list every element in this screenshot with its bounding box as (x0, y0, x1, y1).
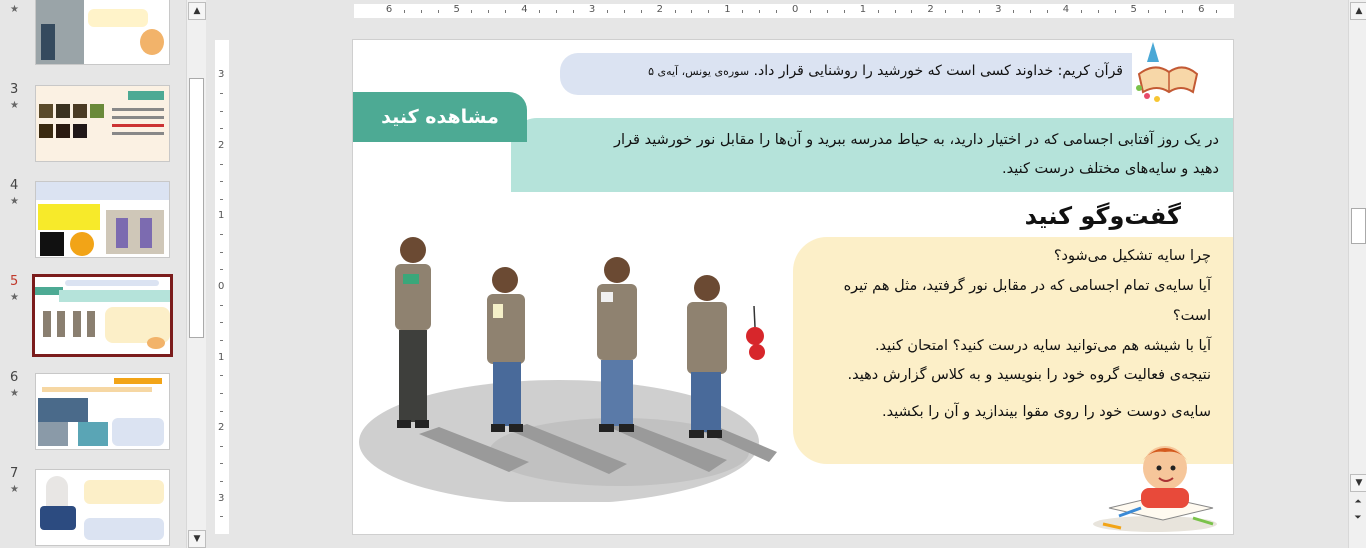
thumbnail-image[interactable] (32, 274, 173, 357)
scroll-thumb[interactable] (189, 78, 204, 338)
boy-drawing-illustration-icon (1089, 438, 1229, 534)
ruler-tick (895, 10, 896, 13)
ruler-tick (556, 10, 557, 13)
star-icon: ★ (10, 484, 19, 495)
ruler-tick (220, 446, 223, 447)
ruler-label: 2 (927, 4, 934, 15)
observe-line-1: در یک روز آفتابی اجسامی که در اختیار دارید، به حیاط مدرسه ببرید و آن‌ها را مقابل نور خورشید قرار (614, 132, 1219, 148)
ruler-tick (220, 393, 223, 394)
thumbnail-image[interactable] (35, 469, 170, 546)
thumbnail-scrollbar[interactable] (186, 0, 206, 548)
ruler-label: 1 (859, 4, 867, 15)
ruler-tick (844, 10, 845, 13)
slide-number: 4 (10, 178, 19, 193)
ruler-tick (1013, 10, 1014, 13)
slide-number: 7 (10, 466, 19, 481)
slide-canvas[interactable] (353, 40, 1233, 534)
editor-scrollbar[interactable] (1348, 0, 1366, 548)
ruler-tick (539, 10, 540, 13)
ruler-tick (220, 411, 223, 412)
scroll-thumb[interactable] (1351, 208, 1366, 244)
ruler-tick (220, 199, 223, 200)
ruler-label: 1 (218, 351, 225, 363)
discussion-question-1: چرا سایه تشکیل می‌شود؟ (1053, 248, 1211, 264)
quran-verse: قرآن کریم: خداوند کسی است که خورشید را روشنایی قرار داد. (753, 63, 1123, 79)
ruler-tick (220, 93, 223, 94)
ruler-tick (220, 252, 223, 253)
ruler-tick (1216, 10, 1217, 13)
ruler-label: 3 (588, 4, 596, 15)
previous-slide-icon[interactable]: ⏶ (1354, 497, 1362, 507)
next-slide-icon[interactable]: ⏷ (1354, 513, 1362, 523)
ruler-label: 6 (385, 4, 393, 15)
ruler-tick (220, 340, 223, 341)
observe-heading: مشاهده کنید (353, 92, 527, 142)
horizontal-ruler[interactable] (354, 4, 1234, 18)
discussion-question-2: آیا سایه‌ی تمام اجسامی که در مقابل نور گرفتید، مثل هم تیره (843, 278, 1211, 294)
ruler-label: 5 (1130, 4, 1137, 15)
quran-verse-text (648, 63, 1123, 79)
observe-text-box[interactable] (511, 118, 1233, 192)
ruler-tick (421, 10, 422, 13)
ruler-tick (1115, 10, 1116, 13)
ruler-label: 3 (218, 69, 225, 81)
ruler-tick (641, 10, 642, 13)
ruler-tick (220, 111, 223, 112)
discussion-question-5: سایه‌ی دوست خود را روی مقوا بیندازید و آن را بکشید. (882, 404, 1211, 420)
thumbnail-image[interactable] (35, 0, 170, 65)
ruler-label: 2 (218, 422, 225, 434)
ruler-tick (624, 10, 625, 13)
vertical-ruler[interactable] (215, 40, 229, 534)
discussion-heading: گفت‌وگو کنید (1024, 202, 1181, 230)
ruler-tick (505, 10, 506, 13)
ruler-label: 1 (218, 210, 225, 222)
ruler-tick (759, 10, 760, 13)
ruler-tick (1148, 10, 1149, 13)
ruler-label: 1 (724, 4, 731, 15)
thumbnail-image[interactable] (35, 85, 170, 162)
scroll-up-icon[interactable]: ▲ (188, 2, 206, 20)
ruler-tick (962, 10, 963, 13)
ruler-tick (220, 516, 223, 517)
ruler-tick (1098, 10, 1099, 13)
ruler-tick (220, 481, 223, 482)
quran-reference: سوره‌ی یونس، آیه‌ی ۵ (648, 65, 750, 78)
ruler-label: 0 (218, 281, 225, 292)
ruler-tick (945, 10, 946, 13)
discussion-question-2-cont: است؟ (1172, 308, 1211, 324)
star-icon: ★ (10, 388, 19, 399)
ruler-tick (220, 463, 223, 464)
ruler-tick (810, 10, 811, 13)
ruler-tick (220, 164, 223, 165)
ruler-label: 6 (1198, 4, 1205, 15)
ruler-label: 2 (218, 139, 225, 151)
slide-thumbnail-pane (0, 0, 206, 548)
ruler-tick (220, 234, 223, 235)
slide-editor (207, 0, 1363, 548)
ruler-label: 3 (995, 4, 1002, 15)
ruler-tick (573, 10, 574, 13)
ruler-tick (220, 322, 223, 323)
ruler-tick (220, 305, 223, 306)
star-icon: ★ (10, 100, 19, 111)
ruler-tick (979, 10, 980, 13)
ruler-tick (776, 10, 777, 13)
ruler-tick (708, 10, 709, 13)
star-icon: ★ (10, 292, 19, 303)
ruler-label: 0 (792, 4, 799, 15)
ruler-tick (220, 375, 223, 376)
ruler-tick (220, 128, 223, 129)
discussion-question-3: آیا با شیشه هم می‌توانید سایه درست کنید؟ امتحان کنید. (874, 338, 1211, 354)
star-icon: ★ (10, 196, 19, 207)
ruler-tick (1182, 10, 1183, 13)
star-icon: ★ (10, 4, 19, 15)
ruler-label: 5 (453, 4, 460, 15)
ruler-tick (1030, 10, 1031, 13)
ruler-label: 4 (521, 4, 528, 15)
slide-number: 3 (10, 82, 19, 97)
ruler-tick (404, 10, 405, 13)
ruler-tick (1081, 10, 1082, 13)
ruler-label: 2 (656, 4, 663, 15)
observe-line-2: دهید و سایه‌های مختلف درست کنید. (1002, 161, 1219, 177)
ruler-label: 3 (218, 492, 225, 504)
ruler-tick (1047, 10, 1048, 13)
ruler-tick (742, 10, 743, 13)
ruler-tick (471, 10, 472, 13)
quran-book-icon (1131, 42, 1203, 104)
thumbnail-image[interactable] (35, 181, 170, 258)
scroll-down-icon[interactable]: ▼ (1350, 474, 1366, 492)
ruler-tick (878, 10, 879, 13)
ruler-tick (438, 10, 439, 13)
scroll-up-icon[interactable]: ▲ (1350, 2, 1366, 20)
slide-number: 5 (10, 274, 19, 289)
ruler-tick (675, 10, 676, 13)
scroll-down-icon[interactable]: ▼ (188, 530, 206, 548)
ruler-tick (220, 269, 223, 270)
slide-number: 6 (10, 370, 19, 385)
ruler-tick (607, 10, 608, 13)
ruler-tick (691, 10, 692, 13)
ruler-tick (488, 10, 489, 13)
children-shadow-photo (359, 212, 779, 502)
ruler-label: 4 (1062, 4, 1070, 15)
ruler-tick (220, 181, 223, 182)
ruler-tick (911, 10, 912, 13)
ruler-tick (1165, 10, 1166, 13)
discussion-question-4: نتیجه‌ی فعالیت گروه خود را بنویسید و به کلاس گزارش دهید. (847, 367, 1211, 383)
ruler-tick (827, 10, 828, 13)
thumbnail-image[interactable] (35, 373, 170, 450)
